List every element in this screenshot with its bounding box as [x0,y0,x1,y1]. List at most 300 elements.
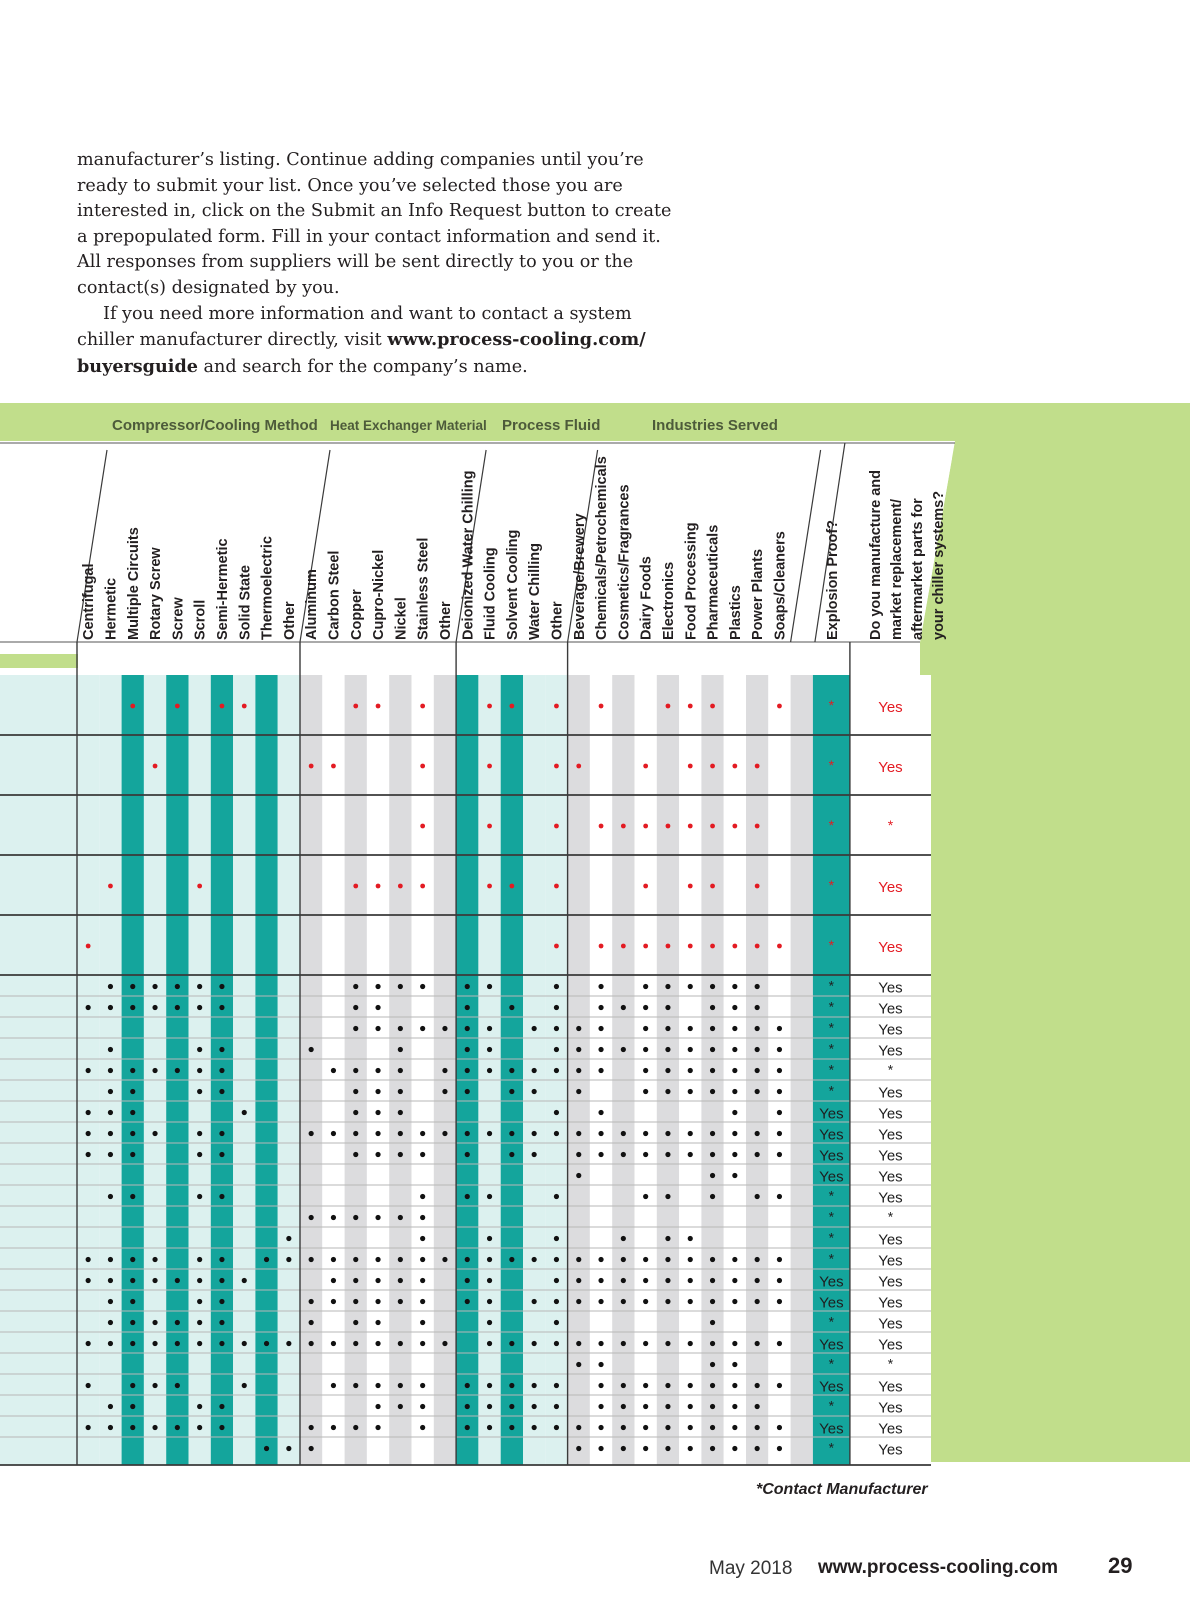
row-dot [665,1383,670,1388]
row-dot [398,1089,403,1094]
row-dot [509,1152,514,1157]
column-label: Dairy Foods [638,556,655,640]
row-dot [331,1278,336,1283]
row-dot [375,1257,380,1262]
row-dot [576,1257,581,1262]
row-dot [175,1425,180,1430]
row-dot [710,1299,715,1304]
row-dot [755,984,760,989]
row-dot [732,1362,737,1367]
row-dot [509,1404,514,1409]
row-dot [331,1299,336,1304]
row-dot [309,1446,314,1451]
row-dot [665,1131,670,1136]
aftermarket-value: Yes [878,1378,903,1396]
row-dot [86,1110,91,1115]
row-dot [130,1110,135,1115]
row-dot [598,1425,603,1430]
row-dot [375,984,380,989]
row-dot [86,1131,91,1136]
aftermarket-value: Yes [878,1441,903,1459]
row-dot [509,1089,514,1094]
row-dot [598,1278,603,1283]
row-dot [465,1005,470,1010]
row-dot [688,704,693,709]
row-dot [398,1110,403,1115]
aftermarket-value: Yes [878,1420,903,1438]
aftermarket-value: Yes [878,1126,903,1144]
row-dot [331,1425,336,1430]
row-dot [130,1404,135,1409]
row-dot [688,1341,693,1346]
row-dot [643,1005,648,1010]
row-dot [375,1026,380,1031]
row-dot [420,1152,425,1157]
row-dot [86,1068,91,1073]
row-dot [152,1131,157,1136]
row-dot [665,1026,670,1031]
row-dot [353,1110,358,1115]
row-dot [487,1299,492,1304]
row-dot [264,1446,269,1451]
aftermarket-label: Do you manufacture and [867,470,884,640]
row-dot [554,1425,559,1430]
row-dot [643,1404,648,1409]
intro-paragraph-1: manufacturer’s listing. Continue adding companies until you’re ready to submit your list. Once you’ve selected those you are interested in, click on the Submit an Info Request button to create a prepopulated form. Fill in your contact information and send it. All responses from suppliers will be sent directly to you or the contact(s) designated by you. [77,150,672,298]
footer-date: May 2018 [709,1558,793,1579]
row-dot [130,704,135,709]
column-stripe [791,675,813,1465]
column-label: Hermetic [103,577,120,640]
row-dot [643,1089,648,1094]
aftermarket-value: * [887,817,894,833]
row-dot [420,1404,425,1409]
row-dot [710,704,715,709]
row-dot [465,1425,470,1430]
explosion-proof-value: * [828,998,835,1015]
row-dot [598,1446,603,1451]
row-dot [108,1068,113,1073]
row-dot [465,1404,470,1409]
row-dot [598,1110,603,1115]
row-dot [665,1152,670,1157]
row-dot [353,1278,358,1283]
row-dot [398,1383,403,1388]
row-dot [710,1131,715,1136]
row-dot [465,1089,470,1094]
row-dot [175,1068,180,1073]
column-label: Electronics [660,561,677,640]
row-dot [710,1047,715,1052]
row-dot [755,1404,760,1409]
row-dot [130,1299,135,1304]
column-stripe [255,675,277,1465]
row-dot [777,1446,782,1451]
row-dot [353,1131,358,1136]
row-dot [487,1257,492,1262]
row-dot [576,1299,581,1304]
row-dot [732,984,737,989]
row-dot [666,824,671,829]
row-dot [353,1005,358,1010]
row-dot [532,1425,537,1430]
row-dot [598,1362,603,1367]
row-dot [331,1131,336,1136]
row-dot [710,984,715,989]
row-dot [309,1257,314,1262]
explosion-proof-value: * [828,757,835,773]
row-dot [710,1026,715,1031]
aftermarket-value: * [887,1061,894,1078]
row-dot [554,984,559,989]
row-dot [353,1215,358,1220]
row-dot [286,1236,291,1241]
row-dot [108,884,113,889]
row-dot [353,1026,358,1031]
row-dot [732,1278,737,1283]
row-dot [398,1152,403,1157]
row-dot [487,1236,492,1241]
row-dot [219,984,224,989]
row-dot [665,1089,670,1094]
row-dot [375,1278,380,1283]
row-dot [465,1068,470,1073]
explosion-proof-value: * [828,697,835,713]
column-label: Other [281,601,298,640]
row-dot [732,1089,737,1094]
column-label: Copper [348,589,365,640]
row-dot [465,1194,470,1199]
row-dot [688,1446,693,1451]
column-label: Semi-Hermetic [214,538,231,640]
row-dot [777,1383,782,1388]
aftermarket-value: * [887,1208,894,1225]
column-label: Plastics [727,585,744,640]
row-dot [621,824,626,829]
row-dot [152,984,157,989]
intro-paragraph-2-start: If you need more information and want to contact a system chiller manufacturer directly, visit [77,303,632,351]
row-dot [487,704,492,709]
row-dot [152,1341,157,1346]
row-dot [554,824,559,829]
row-dot [86,1005,91,1010]
column-label: Solvent Cooling [504,529,521,640]
row-dot [487,764,492,769]
row-dot [710,1005,715,1010]
row-dot [777,1089,782,1094]
row-dot [598,984,603,989]
row-dot [398,1404,403,1409]
row-dot [487,984,492,989]
row-dot [554,1005,559,1010]
column-label: Cupro-Nickel [371,549,388,640]
row-dot [621,1446,626,1451]
row-dot [398,1068,403,1073]
row-dot [86,1257,91,1262]
row-dot [309,1341,314,1346]
explosion-proof-value: * [828,1187,835,1204]
row-dot [777,1026,782,1031]
explosion-proof-value: Yes [819,1294,844,1312]
row-dot [688,1047,693,1052]
row-dot [509,1005,514,1010]
explosion-proof-value: * [828,1019,835,1036]
row-dot [665,1446,670,1451]
row-dot [554,1236,559,1241]
explosion-proof-value: * [828,1439,835,1456]
row-dot [376,884,381,889]
row-dot [532,1404,537,1409]
row-dot [375,1341,380,1346]
row-dot [777,1047,782,1052]
row-dot [197,1425,202,1430]
row-dot [309,764,314,769]
row-dot [621,1047,626,1052]
row-dot [755,1299,760,1304]
row-dot [665,1341,670,1346]
explosion-proof-value: Yes [819,1336,844,1354]
row-dot [420,1236,425,1241]
row-dot [108,1110,113,1115]
row-dot [509,1068,514,1073]
explosion-proof-value: * [828,1250,835,1267]
row-dot [554,1194,559,1199]
row-dot [108,1278,113,1283]
row-dot [554,1131,559,1136]
column-label: Aluminum [304,569,321,640]
row-dot [331,1341,336,1346]
row-dot [420,884,425,889]
row-dot [487,1278,492,1283]
row-dot [219,1194,224,1199]
aftermarket-value: Yes [878,939,903,956]
row-dot [509,704,514,709]
row-dot [643,1068,648,1073]
column-label: Chemicals/Petrochemicals [594,456,611,640]
row-dot [755,1005,760,1010]
row-dot [197,1299,202,1304]
row-dot [108,1194,113,1199]
row-dot [532,1089,537,1094]
row-dot [130,1425,135,1430]
row-dot [398,1299,403,1304]
explosion-proof-label: Explosion Proof? [824,519,841,640]
row-dot [710,1383,715,1388]
row-dot [554,764,559,769]
row-dot [152,1425,157,1430]
row-dot [175,704,180,709]
row-dot [554,944,559,949]
row-dot [732,1173,737,1178]
aftermarket-value: Yes [878,1021,903,1039]
row-dot [665,1236,670,1241]
row-dot [420,1299,425,1304]
row-dot [465,984,470,989]
row-dot [375,1299,380,1304]
row-dot [197,1152,202,1157]
row-dot [755,1047,760,1052]
row-dot [108,1005,113,1010]
footer-url: www.process-cooling.com [818,1557,1059,1578]
row-dot [732,1026,737,1031]
row-dot [152,1257,157,1262]
row-dot [665,1425,670,1430]
row-dot [732,944,737,949]
row-dot [86,1425,91,1430]
column-label: Multiple Circuits [125,527,142,640]
row-dot [219,1320,224,1325]
row-dot [643,1047,648,1052]
row-dot [665,1404,670,1409]
row-dot [175,1005,180,1010]
row-dot [755,1425,760,1430]
row-dot [710,1320,715,1325]
row-dot [665,1194,670,1199]
column-label: Thermoelectric [259,536,276,640]
row-dot [465,1131,470,1136]
row-dot [420,984,425,989]
row-dot [643,1425,648,1430]
row-dot [219,1047,224,1052]
column-label: Other [437,601,454,640]
row-dot [108,1404,113,1409]
row-dot [309,1131,314,1136]
row-dot [130,1089,135,1094]
row-dot [554,884,559,889]
row-dot [666,944,671,949]
row-dot [353,984,358,989]
row-dot [532,1068,537,1073]
aftermarket-value: Yes [878,1189,903,1207]
row-dot [598,1068,603,1073]
column-header-area [0,441,955,642]
row-dot [309,1047,314,1052]
row-dot [286,1341,291,1346]
column-label: Fluid Cooling [482,547,499,640]
row-dot [152,1005,157,1010]
row-dot [197,1257,202,1262]
aftermarket-value: Yes [878,1000,903,1018]
row-dot [420,704,425,709]
row-dot [197,884,202,889]
explosion-proof-value: Yes [819,1420,844,1438]
row-dot [420,1131,425,1136]
group-label: Industries Served [652,417,778,434]
row-dot [755,1257,760,1262]
explosion-proof-value: * [828,817,835,833]
row-dot [197,1194,202,1199]
row-dot [732,1047,737,1052]
row-dot [688,824,693,829]
row-dot [688,1425,693,1430]
row-dot [710,1257,715,1262]
row-dot [554,704,559,709]
row-dot [242,1341,247,1346]
row-dot [576,1026,581,1031]
row-dot [732,1425,737,1430]
column-label: Cosmetics/Fragrances [616,484,633,640]
row-dot [309,1299,314,1304]
row-dot [353,1383,358,1388]
row-dot [353,1152,358,1157]
row-dot [576,1173,581,1178]
row-dot [108,1320,113,1325]
row-dot [777,944,782,949]
row-dot [621,1152,626,1157]
contact-manufacturer-note: *Contact Manufacturer [756,1481,928,1498]
row-dot [509,1131,514,1136]
row-dot [375,1089,380,1094]
row-dot [175,1341,180,1346]
row-dot [732,1383,737,1388]
row-dot [576,1131,581,1136]
aftermarket-value: Yes [878,879,903,896]
explosion-proof-value: Yes [819,1147,844,1165]
row-dot [688,1068,693,1073]
row-dot [599,944,604,949]
row-dot [777,1257,782,1262]
aftermarket-label: your chiller systems? [930,490,947,640]
row-dot [375,1152,380,1157]
row-dot [710,1173,715,1178]
intro-paragraph-2-end: and search for the company’s name. [197,356,528,377]
row-dot [197,1278,202,1283]
aftermarket-value: Yes [878,1084,903,1102]
row-dot [375,1110,380,1115]
row-dot [688,1236,693,1241]
row-dot [643,1383,648,1388]
row-dot [732,1068,737,1073]
row-dot [643,764,648,769]
row-dot [688,1299,693,1304]
row-dot [576,1362,581,1367]
row-dot [621,1005,626,1010]
row-dot [130,1383,135,1388]
row-dot [197,984,202,989]
row-dot [710,1425,715,1430]
row-dot [197,1404,202,1409]
aftermarket-value: Yes [878,759,903,776]
row-dot [710,764,715,769]
row-dot [375,1404,380,1409]
row-dot [487,1194,492,1199]
row-dot [353,1425,358,1430]
column-stripe [612,675,634,1465]
row-dot [710,824,715,829]
row-dot [108,1047,113,1052]
row-dot [309,1215,314,1220]
row-dot [576,1425,581,1430]
row-dot [353,1320,358,1325]
row-dot [576,1047,581,1052]
row-dot [665,1047,670,1052]
row-dot [420,1194,425,1199]
column-label: Beverage/Brewery [571,513,588,640]
row-dot [175,1383,180,1388]
row-dot [710,1404,715,1409]
row-dot [152,1068,157,1073]
explosion-proof-value: * [828,1082,835,1099]
row-dot [331,1068,336,1073]
row-dot [286,1257,291,1262]
row-dot [331,1257,336,1262]
green-left-tab [0,654,78,668]
row-dot [398,1341,403,1346]
row-dot [376,704,381,709]
row-dot [755,1341,760,1346]
row-dot [86,1278,91,1283]
row-dot [755,944,760,949]
